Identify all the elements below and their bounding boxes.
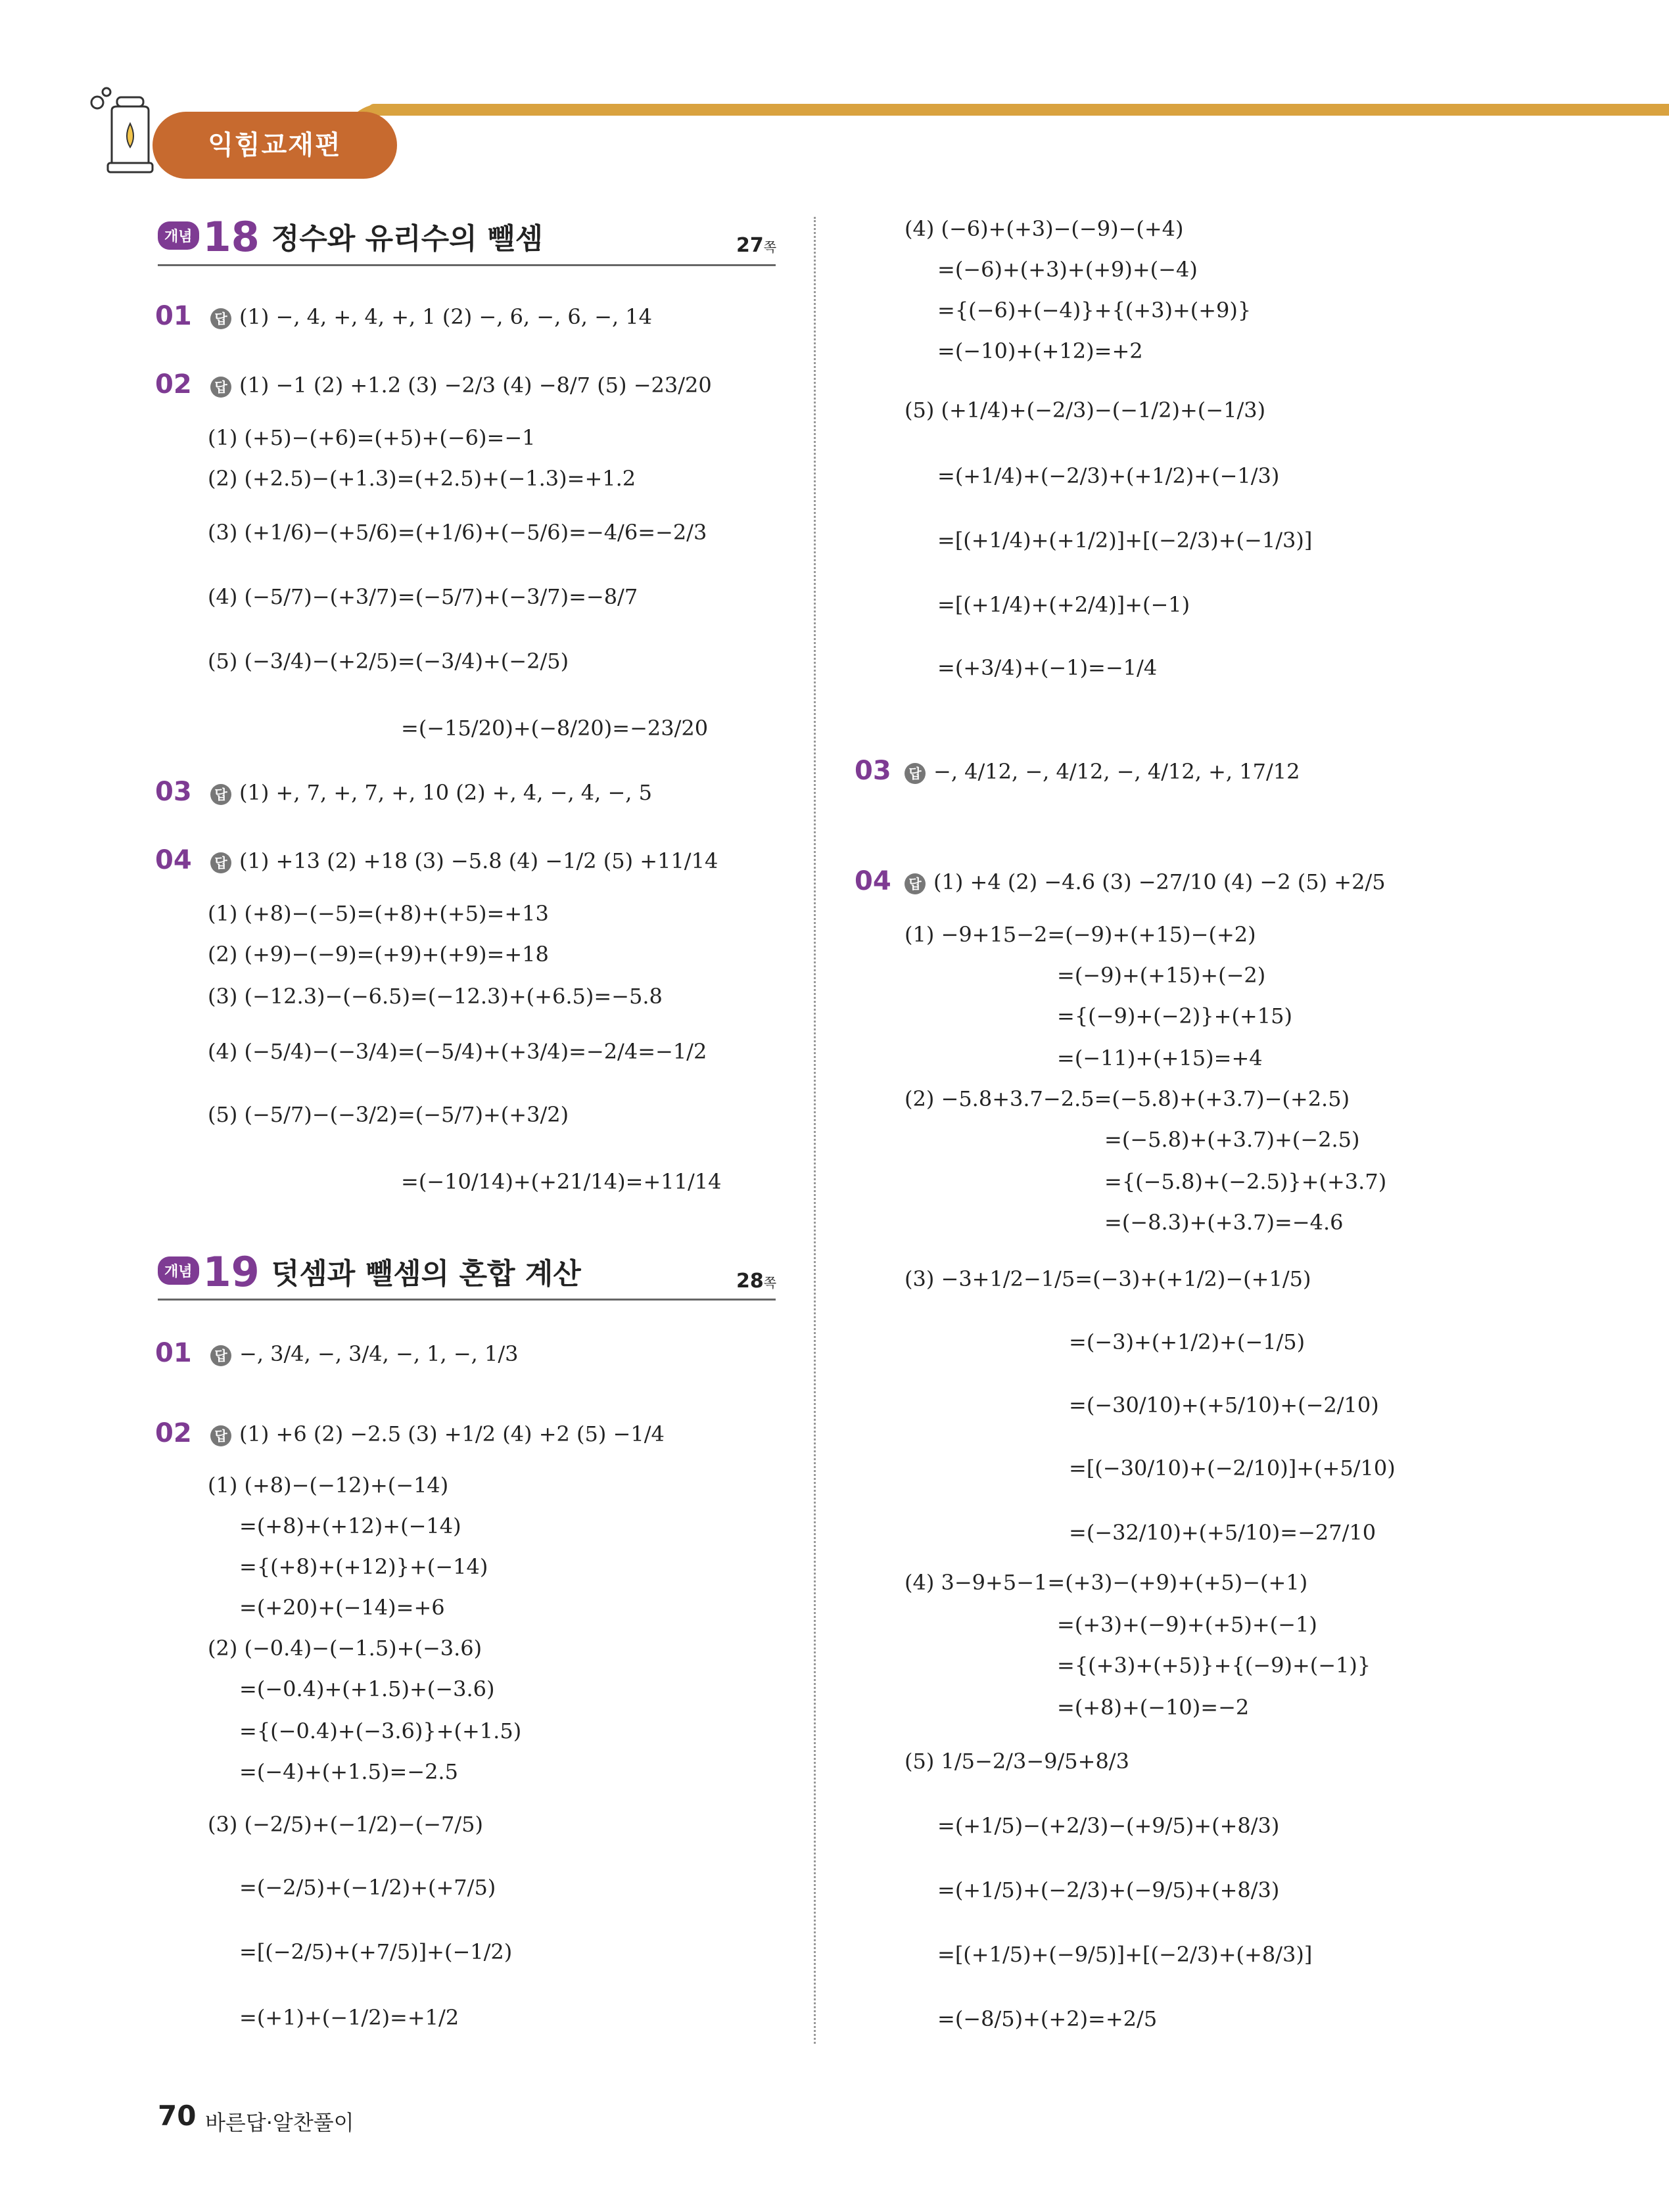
solution-line: (3) (−2/5)+(−1/2)−(−7/5) xyxy=(208,1812,483,1837)
concept-badge: 개념 xyxy=(158,1256,199,1285)
solution-line: =(−15/20)+(−8/20)=−23/20 xyxy=(401,716,709,741)
solution-line: (2) −5.8+3.7−2.5=(−5.8)+(+3.7)−(+2.5) xyxy=(905,1086,1350,1111)
solution-line: (1) (+8)−(−12)+(−14) xyxy=(208,1473,449,1498)
solution-line: =(−8/5)+(+2)=+2/5 xyxy=(937,2006,1158,2031)
solution-line: =(−6)+(+3)+(+9)+(−4) xyxy=(937,257,1198,282)
answer-icon: 답 xyxy=(210,784,231,805)
solution-line: =(−11)+(+15)=+4 xyxy=(1057,1046,1263,1071)
solution-line: (3) (−12.3)−(−6.5)=(−12.3)+(+6.5)=−5.8 xyxy=(208,984,663,1009)
solution-line: =(+8)+(+12)+(−14) xyxy=(239,1513,461,1538)
solution-line: (1) −9+15−2=(−9)+(+15)−(+2) xyxy=(905,922,1256,947)
answer-icon: 답 xyxy=(210,1345,231,1366)
problem-number: 03 xyxy=(155,777,192,807)
answer-line: 답 (1) −1 (2) +1.2 (3) −2/3 (4) −8/7 (5) −23/20 xyxy=(210,372,712,398)
solution-line: =(−9)+(+15)+(−2) xyxy=(1057,963,1266,988)
footer-title: 바른답·알찬풀이 xyxy=(205,2110,354,2135)
answer-line: 답 (1) −, 4, +, 4, +, 1 (2) −, 6, −, 6, −, 14 xyxy=(210,304,652,330)
section-18-heading xyxy=(158,213,543,261)
solution-line: (4) (−5/4)−(−3/4)=(−5/4)+(+3/4)=−2/4=−1/2 xyxy=(208,1039,707,1064)
answer-line: 답 (1) +13 (2) +18 (3) −5.8 (4) −1/2 (5) +11/14 xyxy=(210,848,718,874)
solution-line: (1) (+5)−(+6)=(+5)+(−6)=−1 xyxy=(208,425,536,450)
solution-line: (1) (+8)−(−5)=(+8)+(+5)=+13 xyxy=(208,901,549,926)
solution-line: =(+1/5)−(+2/3)−(+9/5)+(+8/3) xyxy=(937,1813,1280,1838)
section-title: 덧셈과 뺄셈의 혼합 계산 xyxy=(271,1257,581,1291)
solution-line: (2) (+2.5)−(+1.3)=(+2.5)+(−1.3)=+1.2 xyxy=(208,466,636,491)
solution-line: ={(−0.4)+(−3.6)}+(+1.5) xyxy=(239,1718,522,1743)
answer-icon: 답 xyxy=(210,377,231,398)
solution-line: (2) (+9)−(−9)=(+9)+(+9)=+18 xyxy=(208,942,549,967)
answer-icon: 답 xyxy=(905,763,926,784)
solution-line: ={(−6)+(−4)}+{(+3)+(+9)} xyxy=(937,298,1252,323)
answer-line: 답 (1) +6 (2) −2.5 (3) +1/2 (4) +2 (5) −1/4 xyxy=(210,1421,665,1447)
section-19-heading xyxy=(158,1248,581,1296)
section-rule xyxy=(158,1299,776,1301)
solution-line: =(−4)+(+1.5)=−2.5 xyxy=(239,1759,458,1784)
section-number: 19 xyxy=(202,1248,260,1296)
header-bar xyxy=(368,104,1669,116)
problem-number: 01 xyxy=(155,301,192,331)
section-title: 정수와 유리수의 뺄셈 xyxy=(271,222,543,256)
solution-line: =[(−2/5)+(+7/5)]+(−1/2) xyxy=(239,1939,513,1964)
concept-badge: 개념 xyxy=(158,221,199,250)
solution-line: =[(+1/5)+(−9/5)]+[(−2/3)+(+8/3)] xyxy=(937,1942,1313,1967)
solution-line: =(+1/5)+(−2/3)+(−9/5)+(+8/3) xyxy=(937,1878,1280,1902)
answer-icon: 답 xyxy=(210,852,231,873)
problem-number: 04 xyxy=(155,845,192,875)
answer-line: 답 (1) +4 (2) −4.6 (3) −27/10 (4) −2 (5) +2/5 xyxy=(905,869,1386,895)
solution-line: =[(+1/4)+(+2/4)]+(−1) xyxy=(937,592,1190,617)
answer-icon: 답 xyxy=(210,1425,231,1446)
solution-line: (5) (+1/4)+(−2/3)−(−1/2)+(−1/3) xyxy=(905,398,1266,423)
section-page-ref: 27쪽 xyxy=(736,234,777,257)
problem-number: 02 xyxy=(155,369,192,400)
solution-line: =(−0.4)+(+1.5)+(−3.6) xyxy=(239,1676,495,1701)
solution-line: =(+3/4)+(−1)=−1/4 xyxy=(937,655,1158,680)
solution-line: (4) 3−9+5−1=(+3)−(+9)+(+5)−(+1) xyxy=(905,1570,1308,1595)
solution-line: =(+3)+(−9)+(+5)+(−1) xyxy=(1057,1612,1317,1637)
solution-line: ={(+8)+(+12)}+(−14) xyxy=(239,1554,488,1579)
problem-number: 01 xyxy=(155,1338,192,1368)
solution-line: =(+1/4)+(−2/3)+(+1/2)+(−1/3) xyxy=(937,463,1280,488)
answer-line: 답 −, 4/12, −, 4/12, −, 4/12, +, 17/12 xyxy=(905,758,1300,785)
solution-line: =(−30/10)+(+5/10)+(−2/10) xyxy=(1069,1393,1379,1417)
solution-line: (3) −3+1/2−1/5=(−3)+(+1/2)−(+1/5) xyxy=(905,1266,1311,1291)
page-number: 70 xyxy=(158,2100,197,2132)
solution-line: =(−3)+(+1/2)+(−1/5) xyxy=(1069,1329,1305,1354)
solution-line: =[(+1/4)+(+1/2)]+[(−2/3)+(−1/3)] xyxy=(937,528,1313,553)
solution-line: ={(−5.8)+(−2.5)}+(+3.7) xyxy=(1104,1169,1387,1194)
answer-icon: 답 xyxy=(210,308,231,329)
solution-line: =(+8)+(−10)=−2 xyxy=(1057,1695,1250,1720)
solution-line: =(−32/10)+(+5/10)=−27/10 xyxy=(1069,1520,1376,1545)
solution-line: (5) (−5/7)−(−3/2)=(−5/7)+(+3/2) xyxy=(208,1102,569,1127)
solution-line: (2) (−0.4)−(−1.5)+(−3.6) xyxy=(208,1636,482,1661)
section-page-ref: 28쪽 xyxy=(736,1270,777,1293)
column-divider xyxy=(814,217,816,2044)
solution-line: (4) (−5/7)−(+3/7)=(−5/7)+(−3/7)=−8/7 xyxy=(208,584,638,609)
solution-line: =(+1)+(−1/2)=+1/2 xyxy=(239,2005,459,2030)
solution-line: =(−8.3)+(+3.7)=−4.6 xyxy=(1104,1210,1344,1235)
solution-line: ={(−9)+(−2)}+(+15) xyxy=(1057,1003,1292,1028)
problem-number: 04 xyxy=(855,866,891,896)
solution-line: =(−5.8)+(+3.7)+(−2.5) xyxy=(1104,1127,1360,1152)
answer-icon: 답 xyxy=(905,873,926,894)
solution-line: ={(+3)+(+5)}+{(−9)+(−1)} xyxy=(1057,1653,1371,1678)
answer-line: 답 (1) +, 7, +, 7, +, 10 (2) +, 4, −, 4, −, 5 xyxy=(210,779,652,806)
solution-line: =(−2/5)+(−1/2)+(+7/5) xyxy=(239,1875,496,1900)
solution-line: =(−10/14)+(+21/14)=+11/14 xyxy=(401,1169,722,1194)
problem-number: 02 xyxy=(155,1418,192,1448)
answer-line: 답 −, 3/4, −, 3/4, −, 1, −, 1/3 xyxy=(210,1341,519,1367)
section-number: 18 xyxy=(202,213,260,261)
solution-line: (5) (−3/4)−(+2/5)=(−3/4)+(−2/5) xyxy=(208,649,569,674)
solution-line: (3) (+1/6)−(+5/6)=(+1/6)+(−5/6)=−4/6=−2/3 xyxy=(208,520,707,545)
section-rule xyxy=(158,264,776,266)
problem-number: 03 xyxy=(855,756,891,786)
solution-line: (5) 1/5−2/3−9/5+8/3 xyxy=(905,1749,1129,1774)
solution-line: =(−10)+(+12)=+2 xyxy=(937,338,1143,363)
solution-line: =[(−30/10)+(−2/10)]+(+5/10) xyxy=(1069,1456,1396,1481)
header-tab: 익힘교재편 xyxy=(153,112,397,179)
solution-line: =(+20)+(−14)=+6 xyxy=(239,1595,445,1620)
solution-line: (4) (−6)+(+3)−(−9)−(+4) xyxy=(905,216,1184,241)
